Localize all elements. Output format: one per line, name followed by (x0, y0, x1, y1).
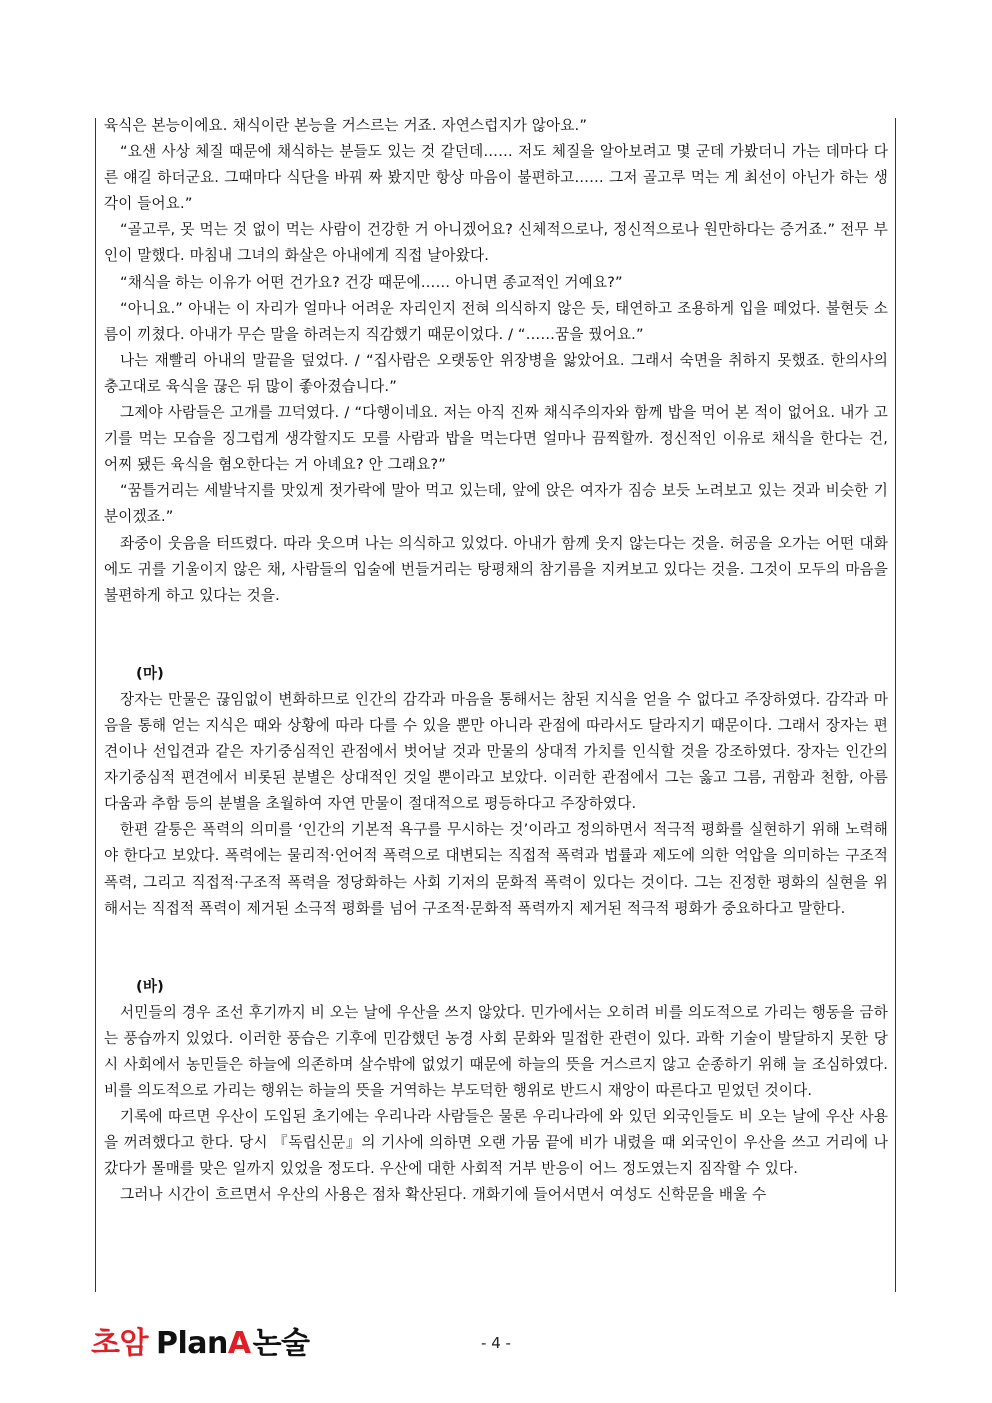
paragraph: 장자는 만물은 끊임없이 변화하므로 인간의 감각과 마음을 통해서는 참된 지식을 얻을 수 없다고 주장하였다. 감각과 마음을 통해 얻는 지식은 때와 상황에 따라 다를 수 있을 뿐만 아니라 관점에 따라서도 달라지기 때문이다. 그래서 장자는 편견이나 선입견과 같은 자기중심적인 관점에서 벗어날 것과 만물의 상대적 가치를 인식할 것을 강조하였다. 장자는 인간의 자기중심적 편견에서 비롯된 분별은 상대적인 것일 뿐이라고 보았다. 이러한 관점에서 그는 옳고 그름, 귀함과 천함, 아름다움과 추함 등의 분별을 초월하여 자연 만물이 절대적으로 평등하다고 주장하였다. (104, 690, 888, 813)
page-number: - 4 - (481, 1334, 511, 1352)
brand-logo (91, 1318, 310, 1361)
paragraph: “채식을 하는 이유가 어떤 건가요? 건강 때문에…… 아니면 종교적인 거예요?” (120, 273, 623, 291)
paragraph: 나는 재빨리 아내의 말끝을 덮었다. / “집사람은 오랫동안 위장병을 앓았어요. 그래서 숙면을 취하지 못했죠. 한의사의 충고대로 육식을 끊은 뒤 많이 좋아졌습니다.” (104, 351, 888, 395)
paragraph: 한편 갈퉁은 폭력의 의미를 ‘인간의 기본적 욕구를 무시하는 것’이라고 정의하면서 적극적 평화를 실현하기 위해 노력해야 한다고 보았다. 폭력에는 물리적·언어적 폭력으로 대변되는 직접적 폭력과 법률과 제도에 의한 억압을 의미하는 구조적 폭력, 그리고 직접적·구조적 폭력을 정당화하는 사회 기저의 문화적 폭력이 있다는 것이다. 그는 진정한 평화의 실현을 위해서는 직접적 폭력이 제거된 소극적 평화를 넘어 구조적·문화적 폭력까지 제거된 적극적 평화가 중요하다고 말한다. (104, 821, 888, 917)
section-gap (104, 922, 888, 948)
section-gap (104, 635, 888, 661)
paragraph: 육식은 본능이에요. 채식이란 본능을 거스르는 거죠. 자연스럽지가 않아요.” (104, 117, 588, 134)
paragraph: “골고루, 못 먹는 것 없이 먹는 사람이 건강한 거 아니겠어요? 신체적으로나, 정신적으로나 원만하다는 증거죠.” 전무 부인이 말했다. 마침내 그녀의 화살은 아내에게 직접 날아왔다. (104, 221, 888, 265)
logo-text-a: A (227, 1326, 251, 1361)
paragraph: 기록에 따르면 우산이 도입된 초기에는 우리나라 사람들은 물론 우리나라에 와 있던 외국인들도 비 오는 날에 우산 사용을 꺼려했다고 한다. 당시 『독립신문』의 기사에 의하면 오랜 가뭄 끝에 비가 내렸을 때 외국인이 우산을 쓰고 거리에 나갔다가 몰매를 맞은 일까지 있었을 정도다. 우산에 대한 사회적 거부 반응이 어느 정도였는지 짐작할 수 있다. (104, 1108, 888, 1178)
paragraph: “꿈틀거리는 세발낙지를 맛있게 젓가락에 말아 먹고 있는데, 앞에 앉은 여자가 짐승 보듯 노려보고 있는 것과 비슷한 기분이겠죠.” (104, 482, 888, 526)
paragraph: 그러나 시간이 흐르면서 우산의 사용은 점차 확산된다. 개화기에 들어서면서 여성도 신학문을 배울 수 (120, 1186, 767, 1204)
section-heading-ma: (마) (136, 664, 164, 682)
logo-text-nonsul: 논술 (252, 1326, 310, 1361)
document-body (104, 113, 888, 1209)
paragraph: “아니요.” 아내는 이 자리가 얼마나 어려운 자리인지 전혀 의식하지 않은 듯, 태연하고 조용하게 입을 떼었다. 불현듯 소름이 끼쳤다. 아내가 무슨 말을 하려는지 직감했기 때문이었다. / “……꿈을 꿨어요.” (104, 299, 888, 343)
paragraph: “요샌 사상 체질 때문에 채식하는 분들도 있는 것 같던데…… 저도 체질을 알아보려고 몇 군데 가봤더니 가는 데마다 다른 얘길 하더군요. 그때마다 식단을 바꿔 짜 봤지만 항상 마음이 불편하고…… 그저 골고루 먹는 게 최선이 아닌가 하는 생각이 들어요.” (104, 143, 888, 213)
paragraph: 그제야 사람들은 고개를 끄덕였다. / “다행이네요. 저는 아직 진짜 채식주의자와 함께 밥을 먹어 본 적이 없어요. 내가 고기를 먹는 모습을 징그럽게 생각할지도 모를 사람과 밥을 먹는다면 얼마나 끔찍할까. 정신적인 이유로 채식을 한다는 건, 어찌 됐든 육식을 혐오한다는 거 아녜요? 안 그래요?” (104, 404, 888, 474)
paragraph: 좌중이 웃음을 터뜨렸다. 따라 웃으며 나는 의식하고 있었다. 아내가 함께 웃지 않는다는 것을. 허공을 오가는 어떤 대화에도 귀를 기울이지 않은 채, 사람들의 입술에 번들거리는 탕평채의 참기름을 지켜보고 있다는 것을. 그것이 모두의 마음을 불편하게 하고 있다는 것을. (104, 534, 888, 604)
logo-text-choam: 초암 (91, 1326, 148, 1361)
section-gap (104, 948, 888, 974)
section-gap (104, 609, 888, 635)
paragraph: 서민들의 경우 조선 후기까지 비 오는 날에 우산을 쓰지 않았다. 민가에서는 오히려 비를 의도적으로 가리는 행동을 금하는 풍습까지 있었다. 이러한 풍습은 기후에 민감했던 농경 사회 문화와 밀접한 관련이 있다. 과학 기술이 발달하지 못한 당시 사회에서 농민들은 하늘에 의존하며 살수밖에 없었기 때문에 하늘의 뜻을 거스르지 않고 순종하기 위해 늘 조심하였다. 비를 의도적으로 가리는 행위는 하늘의 뜻을 거역하는 부도덕한 행위로 반드시 재앙이 따른다고 믿었던 것이다. (104, 1003, 888, 1100)
logo-text-plan: Plan (155, 1326, 228, 1361)
section-heading-ba: (바) (136, 977, 164, 995)
